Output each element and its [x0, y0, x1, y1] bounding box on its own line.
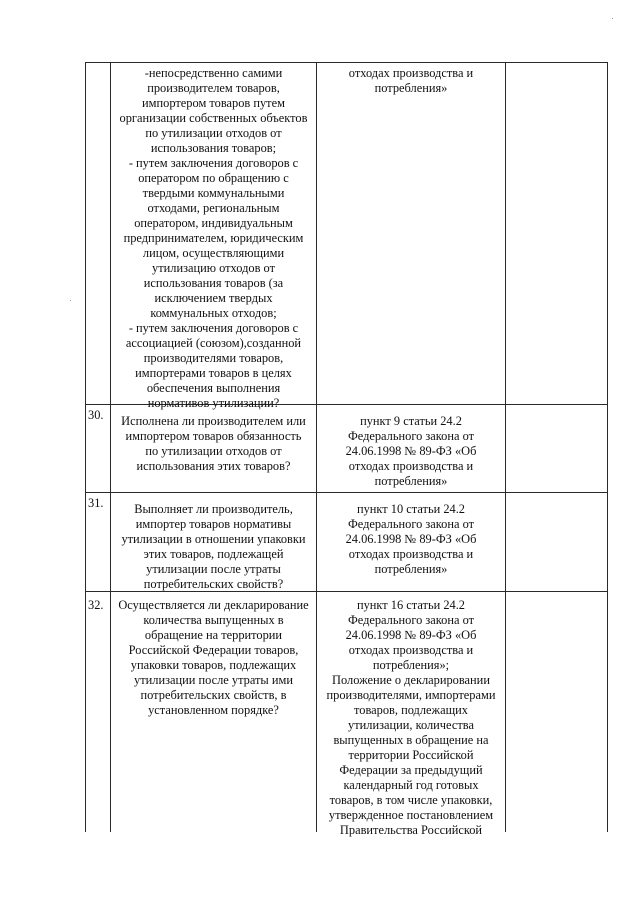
scan-speck [70, 300, 71, 301]
question-line: производителями товаров, [143, 351, 284, 365]
reference-line: Федерального закона от [347, 429, 475, 443]
question-line: Исполнена ли производителем или [121, 414, 306, 428]
reference-line: территории Российской [348, 748, 474, 762]
reference-line: 24.06.1998 № 89-ФЗ «Об [345, 628, 477, 642]
question-line: лицом, осуществляющими [142, 246, 285, 260]
question-line: потребительских свойств, в [140, 688, 287, 702]
row-number: 31. [88, 496, 104, 510]
question-line: импортерами товаров в целях [135, 366, 292, 380]
question-line: импортером товаров путем [142, 96, 285, 110]
table-border-top [85, 62, 608, 63]
reference-line: потребления» [374, 562, 448, 576]
reference-line: отходах производства и [348, 547, 474, 561]
row-divider-31 [85, 492, 608, 493]
row-continuation-reference [317, 66, 505, 96]
question-line: упаковки товаров, подлежащих [130, 658, 297, 672]
reference-line: Федерации за предыдущий [339, 763, 483, 777]
reference-line: 24.06.1998 № 89-ФЗ «Об [345, 444, 477, 458]
row-30-question [111, 414, 316, 474]
row-31-reference [317, 502, 505, 577]
question-line: Выполняет ли производитель, [134, 502, 293, 516]
reference-line: 24.06.1998 № 89-ФЗ «Об [345, 532, 477, 546]
question-line: коммунальных отходов; [150, 306, 277, 320]
row-30-reference [317, 414, 505, 489]
question-line: исключением твердых [154, 291, 273, 305]
question-line: нормативов утилизации? [147, 396, 280, 410]
question-line: -непосредственно самими [144, 66, 283, 80]
question-line: твердыми коммунальными [142, 186, 285, 200]
reference-line: отходах производства и [348, 459, 474, 473]
row-continuation-question [111, 66, 316, 411]
question-line: организации собственных объектов [119, 111, 308, 125]
question-line: установленном порядке? [148, 703, 279, 717]
question-line: обеспечения выполнения [146, 381, 281, 395]
question-line: утилизации после утраты ими [134, 673, 293, 687]
row-31-question [111, 502, 316, 592]
question-line: предпринимателем, юридическим [123, 231, 304, 245]
reference-line: потребления» [374, 81, 448, 95]
question-line: Российской Федерации товаров, [128, 643, 299, 657]
question-line: утилизации после утраты [146, 562, 281, 576]
question-line: количества выпущенных в [143, 613, 284, 627]
scan-speck [612, 18, 613, 19]
question-line: этих товаров, подлежащей [143, 547, 284, 561]
question-line: импортером товаров обязанность [125, 429, 302, 443]
reference-line: Федерального закона от [347, 613, 475, 627]
row-number: 32. [88, 598, 104, 612]
reference-line: пункт 16 статьи 24.2 [356, 598, 466, 612]
question-line: по утилизации отходов от [145, 126, 282, 140]
row-number: 30. [88, 408, 104, 422]
question-line: по утилизации отходов от [145, 444, 282, 458]
row-32-question [111, 598, 316, 718]
reference-line: пункт 10 статьи 24.2 [356, 502, 466, 516]
table-border-right [607, 62, 608, 832]
reference-line: утилизации, количества [348, 718, 474, 732]
question-line: - путем заключения договоров с [128, 156, 299, 170]
row-32-reference [317, 598, 505, 838]
question-line: отходами, региональным [147, 201, 280, 215]
question-line: использования этих товаров? [136, 459, 291, 473]
question-line: оператором, индивидуальным [134, 216, 293, 230]
reference-line: потребления» [374, 474, 448, 488]
reference-line: Положение о декларировании [332, 673, 490, 687]
reference-line: товаров, в том числе упаковки, [329, 793, 493, 807]
reference-line: отходах производства и [348, 643, 474, 657]
reference-line: календарный год готовых [343, 778, 479, 792]
reference-line: Правительства Российской [339, 823, 483, 837]
table-border-left [85, 62, 86, 832]
question-line: - путем заключения договоров с [128, 321, 299, 335]
reference-line: пункт 9 статьи 24.2 [360, 414, 462, 428]
column-divider-reference [505, 62, 506, 832]
question-line: производителем товаров, [147, 81, 280, 95]
reference-line: утвержденное постановлением [328, 808, 494, 822]
question-line: Осуществляется ли декларирование [118, 598, 309, 612]
question-line: оператором по обращению с [138, 171, 289, 185]
reference-line: Федерального закона от [347, 517, 475, 531]
reference-line: товаров, подлежащих [354, 703, 468, 717]
question-line: использования товаров (за [143, 276, 284, 290]
question-line: использования товаров; [150, 141, 277, 155]
reference-line: выпущенных в обращение на [333, 733, 489, 747]
reference-line: отходах производства и [348, 66, 474, 80]
question-line: утилизацию отходов от [152, 261, 275, 275]
question-line: обращение на территории [144, 628, 283, 642]
reference-line: производителями, импортерами [326, 688, 496, 702]
question-line: ассоциацией (союзом),созданной [125, 336, 302, 350]
reference-line: потребления»; [372, 658, 450, 672]
question-line: утилизации в отношении упаковки [121, 532, 306, 546]
question-line: потребительских свойств? [143, 577, 284, 591]
question-line: импортер товаров нормативы [135, 517, 292, 531]
